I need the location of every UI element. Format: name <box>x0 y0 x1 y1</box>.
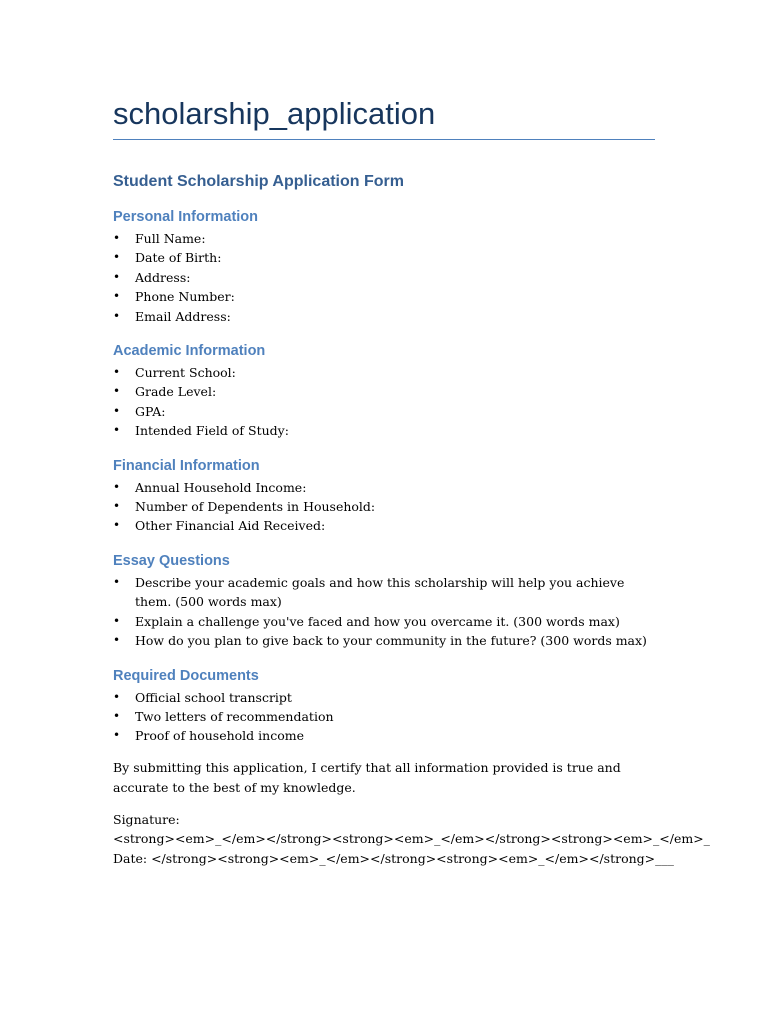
bullet-icon: • <box>113 689 121 704</box>
bullet-icon: • <box>113 574 121 589</box>
personal-info-heading: Personal Information <box>113 209 259 225</box>
list-item: • Annual Household Income: <box>113 478 655 497</box>
bullet-icon: • <box>113 308 121 323</box>
list-item: • Explain a challenge you've faced and how you overcame it. (300 words max) <box>113 612 655 631</box>
bullet-icon: • <box>113 633 121 648</box>
bullet-icon: • <box>113 499 121 514</box>
certification-statement: By submitting this application, I certify that all information provided is true and accurate to the best of my knowledge. <box>113 759 621 795</box>
list-item: • Other Financial Aid Received: <box>113 516 655 535</box>
list-item: • Current School: <box>113 363 655 382</box>
financial-info-list <box>113 478 655 536</box>
bullet-icon: • <box>113 518 121 533</box>
date-line: Date: </strong><strong><em>_</em></strong><strong><em>_</em></strong>___ <box>113 850 674 866</box>
list-item: • GPA: <box>113 402 655 421</box>
required-documents-list <box>113 688 655 746</box>
form-title: Student Scholarship Application Form <box>113 173 404 190</box>
list-item: • Phone Number: <box>113 287 655 306</box>
list-item: • Proof of household income <box>113 726 655 745</box>
signature-label: Signature: <box>113 811 180 827</box>
bullet-icon: • <box>113 365 121 380</box>
academic-info-list <box>113 363 655 441</box>
list-item: • How do you plan to give back to your community in the future? (300 words max) <box>113 631 655 650</box>
document-body <box>113 170 710 868</box>
academic-info-heading: Academic Information <box>113 343 266 360</box>
list-item: • Date of Birth: <box>113 248 655 267</box>
list-item: • Email Address: <box>113 307 655 326</box>
personal-info-list <box>113 229 655 326</box>
list-item: • Number of Dependents in Household: <box>113 497 655 516</box>
bullet-icon: • <box>113 728 121 743</box>
bullet-icon: • <box>113 479 121 494</box>
bullet-icon: • <box>113 708 121 723</box>
bullet-icon: • <box>113 384 121 399</box>
list-item: • Grade Level: <box>113 382 655 401</box>
financial-info-heading: Financial Information <box>113 457 260 474</box>
bullet-icon: • <box>113 613 121 628</box>
bullet-icon: • <box>113 250 121 265</box>
required-documents-heading: Required Documents <box>113 667 259 684</box>
bullet-icon: • <box>113 269 121 284</box>
title-divider <box>113 139 655 140</box>
essay-questions-heading: Essay Questions <box>113 552 230 569</box>
bullet-icon: • <box>113 289 121 304</box>
bullet-icon: • <box>113 231 121 245</box>
signature-line: <strong><em>_</em></strong><strong><em>_</em></strong><strong><em>_</em>_ <box>113 831 710 847</box>
bullet-icon: • <box>113 403 121 418</box>
signature-block <box>113 810 710 869</box>
list-item: • Address: <box>113 268 655 287</box>
list-item: • Full Name: <box>113 229 655 248</box>
document-title: scholarship_application <box>113 96 436 131</box>
essay-questions-list <box>113 573 655 651</box>
list-item: • Intended Field of Study: <box>113 421 655 440</box>
list-item: • Official school transcript <box>113 688 655 707</box>
list-item: • Two letters of recommendation <box>113 707 655 726</box>
bullet-icon: • <box>113 423 121 438</box>
list-item: • Describe your academic goals and how this scholarship will help you achieve them. (500 words max) <box>113 574 625 610</box>
